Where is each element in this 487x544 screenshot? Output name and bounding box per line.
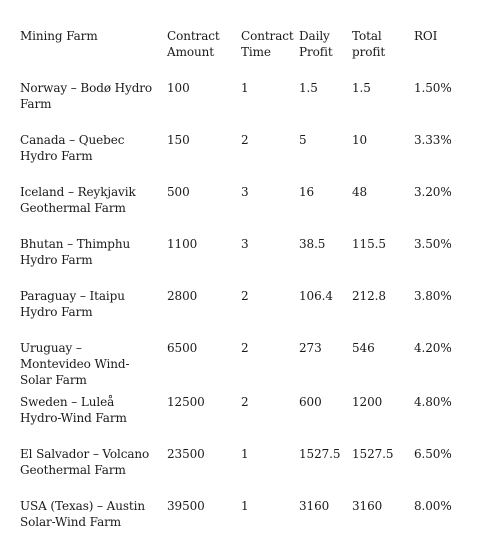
cell-mining-farm: Iceland – Reykjavik Geothermal Farm [20, 185, 136, 215]
cell-contract-time: 1 [241, 447, 249, 461]
table-row [14, 492, 480, 544]
cell-contract-time: 2 [241, 395, 249, 409]
table-row [14, 388, 480, 440]
cell-mining-farm: USA (Texas) – Austin Solar-Wind Farm [20, 499, 146, 529]
cell-contract-time: 1 [241, 499, 249, 513]
cell-contract-amount: 39500 [167, 499, 205, 513]
header-contract-time: Contract Time [241, 29, 294, 59]
cell-roi: 1.50% [414, 81, 452, 95]
cell-mining-farm: Canada – Quebec Hydro Farm [20, 133, 125, 163]
cell-mining-farm: Norway – Bodø Hydro Farm [20, 81, 153, 111]
header-total-profit: Total profit [352, 29, 386, 59]
cell-contract-amount: 23500 [167, 447, 205, 461]
cell-daily-profit: 1527.5 [299, 447, 341, 461]
cell-contract-amount: 6500 [167, 341, 198, 355]
table-row [14, 334, 480, 388]
cell-total-profit: 3160 [352, 499, 383, 513]
cell-contract-amount: 1100 [167, 237, 198, 251]
cell-roi: 3.50% [414, 237, 452, 251]
table-row [14, 74, 480, 126]
cell-contract-amount: 12500 [167, 395, 205, 409]
cell-contract-time: 3 [241, 185, 249, 199]
table-row [14, 282, 480, 334]
cell-mining-farm: Paraguay – Itaipu Hydro Farm [20, 289, 125, 319]
cell-roi: 4.20% [414, 341, 452, 355]
cell-contract-amount: 500 [167, 185, 190, 199]
cell-mining-farm: Bhutan – Thimphu Hydro Farm [20, 237, 131, 267]
cell-roi: 3.80% [414, 289, 452, 303]
cell-roi: 8.00% [414, 499, 452, 513]
cell-total-profit: 115.5 [352, 237, 386, 251]
table-body [14, 74, 480, 544]
cell-daily-profit: 600 [299, 395, 322, 409]
table-row [14, 230, 480, 282]
header-contract-amount: Contract Amount [167, 29, 220, 59]
cell-total-profit: 1527.5 [352, 447, 394, 461]
mining-farm-table [14, 22, 480, 544]
cell-daily-profit: 106.4 [299, 289, 333, 303]
cell-roi: 3.20% [414, 185, 452, 199]
cell-daily-profit: 5 [299, 133, 307, 147]
table-row [14, 440, 480, 492]
cell-total-profit: 48 [352, 185, 368, 199]
cell-daily-profit: 16 [299, 185, 315, 199]
cell-roi: 3.33% [414, 133, 452, 147]
cell-daily-profit: 3160 [299, 499, 330, 513]
cell-contract-amount: 150 [167, 133, 190, 147]
cell-total-profit: 10 [352, 133, 368, 147]
cell-roi: 6.50% [414, 447, 452, 461]
cell-total-profit: 1200 [352, 395, 383, 409]
cell-contract-time: 2 [241, 341, 249, 355]
cell-daily-profit: 273 [299, 341, 322, 355]
header-mining-farm: Mining Farm [20, 29, 98, 43]
cell-mining-farm: Uruguay – Montevideo Wind-Solar Farm [20, 341, 130, 387]
header-daily-profit: Daily Profit [299, 29, 333, 59]
cell-contract-time: 2 [241, 289, 249, 303]
table-row [14, 126, 480, 178]
table-header [14, 22, 480, 74]
cell-total-profit: 1.5 [352, 81, 371, 95]
cell-total-profit: 212.8 [352, 289, 386, 303]
cell-total-profit: 546 [352, 341, 375, 355]
header-roi: ROI [414, 29, 438, 43]
cell-daily-profit: 1.5 [299, 81, 318, 95]
cell-contract-amount: 2800 [167, 289, 198, 303]
cell-contract-amount: 100 [167, 81, 190, 95]
header-row [14, 22, 480, 74]
cell-mining-farm: El Salvador – Volcano Geothermal Farm [20, 447, 150, 477]
cell-contract-time: 2 [241, 133, 249, 147]
cell-roi: 4.80% [414, 395, 452, 409]
cell-contract-time: 1 [241, 81, 249, 95]
cell-contract-time: 3 [241, 237, 249, 251]
cell-daily-profit: 38.5 [299, 237, 326, 251]
cell-mining-farm: Sweden – Luleå Hydro-Wind Farm [20, 395, 127, 425]
table-row [14, 178, 480, 230]
